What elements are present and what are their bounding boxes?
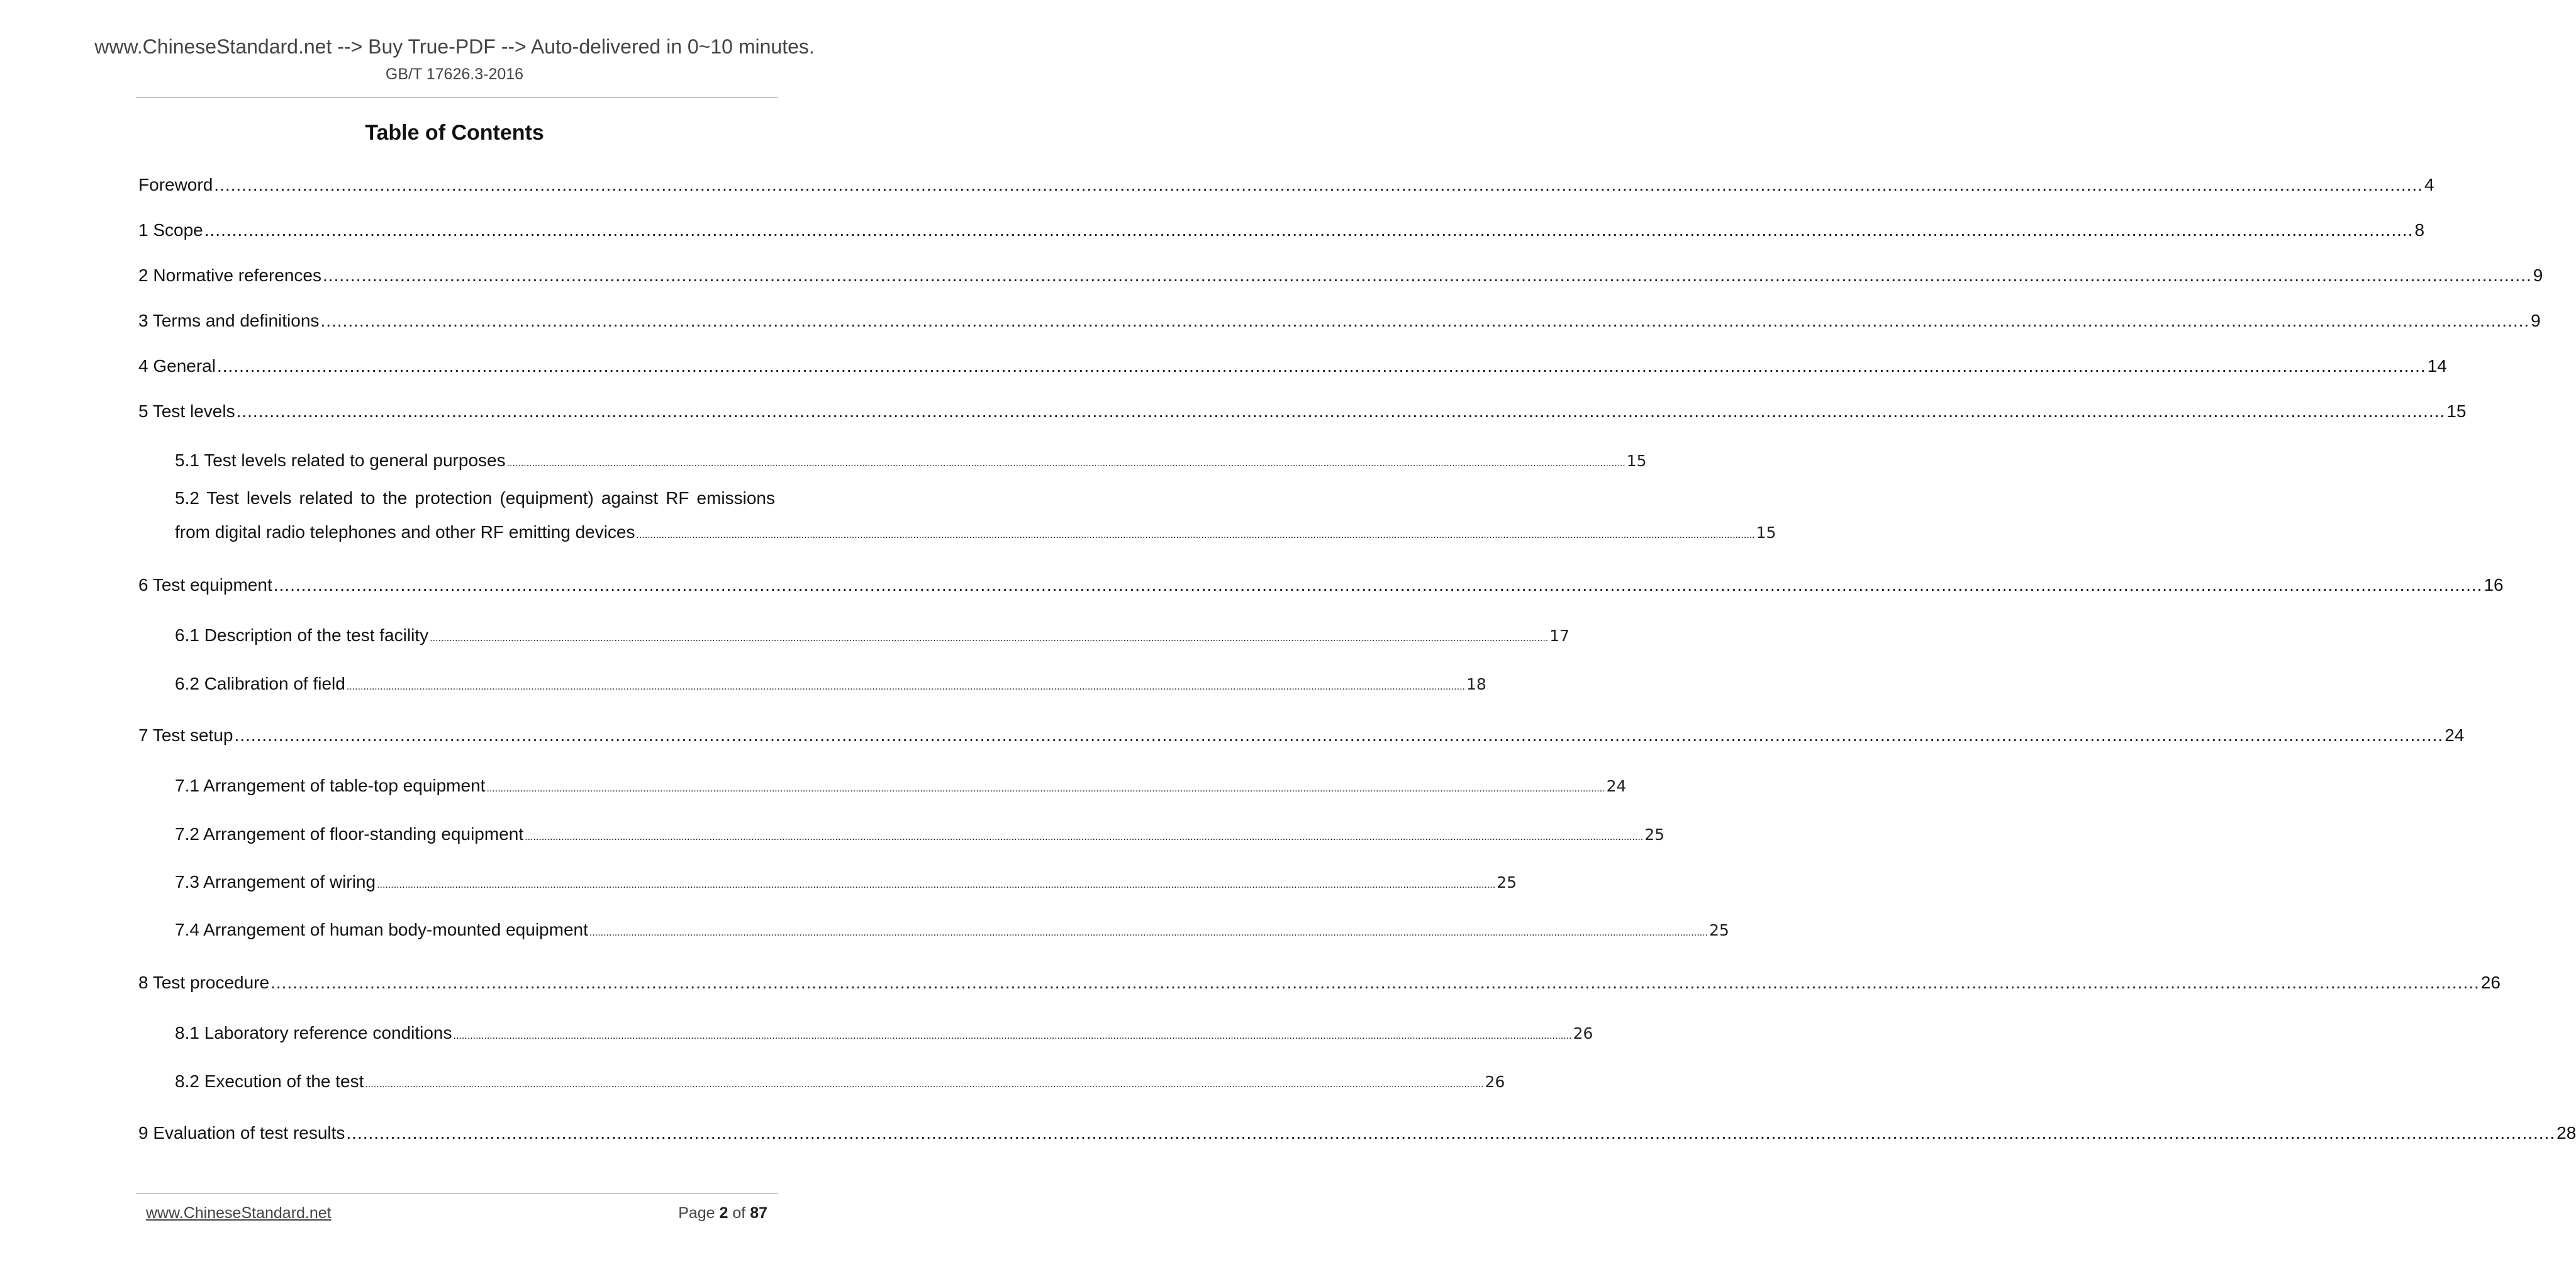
toc-leader: ................................................................................................................................................................................................................................................................................................................................................................................................................	[525, 832, 1644, 842]
toc-label: 7.4 Arrangement of human body-mounted equipment	[175, 920, 588, 939]
toc-page: 28	[2556, 1123, 2576, 1143]
toc-leader: ................................................................................................................................................................................................................................................................................................................................................................................................................	[204, 220, 2414, 240]
toc-page: 17	[1549, 627, 1570, 645]
toc-page: 9	[2531, 311, 2541, 330]
toc-leader: ................................................................................................................................................................................................................................................................................................................................................................................................................	[506, 458, 1625, 469]
page-of: of	[728, 1204, 750, 1222]
toc-page: 8	[2414, 220, 2425, 240]
toc-entry-8-1[interactable]	[175, 1023, 1593, 1043]
toc-page: 15	[1626, 452, 1647, 470]
toc-label: 9 Evaluation of test results	[138, 1123, 345, 1143]
toc-entry-terms-definitions[interactable]	[138, 311, 2541, 331]
toc-label: 5.2 Test levels related to the protection (equipment) against RF emissions	[175, 488, 775, 508]
toc-leader: ................................................................................................................................................................................................................................................................................................................................................................................................................	[234, 725, 2444, 745]
toc-label: 7.3 Arrangement of wiring	[175, 872, 376, 892]
toc-entry-scope[interactable]	[138, 220, 2425, 240]
page-total: 87	[750, 1204, 767, 1222]
page-title: Table of Contents	[365, 121, 544, 145]
header-divider	[136, 97, 778, 98]
toc-leader: ................................................................................................................................................................................................................................................................................................................................................................................................................	[320, 311, 2530, 330]
toc-page: 18	[1466, 675, 1486, 693]
toc-entry-8-2[interactable]	[175, 1071, 1505, 1092]
toc-leader: ................................................................................................................................................................................................................................................................................................................................................................................................................	[589, 927, 1708, 938]
toc-leader: ................................................................................................................................................................................................................................................................................................................................................................................................................	[236, 401, 2446, 421]
toc-page: 14	[2427, 356, 2447, 376]
toc-page: 24	[1606, 777, 1627, 795]
toc-label: 5 Test levels	[138, 401, 235, 421]
toc-leader: ................................................................................................................................................................................................................................................................................................................................................................................................................	[377, 880, 1496, 890]
toc-leader: ................................................................................................................................................................................................................................................................................................................................................................................................................	[365, 1079, 1484, 1090]
toc-entry-6-2[interactable]	[175, 674, 1486, 694]
toc-entry-5-1[interactable]	[175, 450, 1647, 471]
toc-entry-7-3[interactable]	[175, 872, 1517, 892]
standard-code: GB/T 17626.3-2016	[385, 65, 524, 83]
toc-entry-7-1[interactable]	[175, 776, 1627, 796]
page-prefix: Page	[678, 1204, 720, 1222]
toc-page: 25	[1497, 873, 1517, 892]
toc-page: 15	[1756, 523, 1776, 542]
toc-label: 7.1 Arrangement of table-top equipment	[175, 776, 486, 795]
toc-page: 16	[2484, 575, 2504, 595]
toc-label: 2 Normative references	[138, 266, 322, 285]
toc-leader: ................................................................................................................................................................................................................................................................................................................................................................................................................	[214, 175, 2423, 194]
toc-entry-7-2[interactable]	[175, 824, 1665, 844]
toc-label: 7 Test setup	[138, 725, 233, 745]
toc-leader: ................................................................................................................................................................................................................................................................................................................................................................................................................	[486, 783, 1605, 794]
toc-entry-foreword[interactable]	[138, 175, 2434, 195]
toc-page: 15	[2446, 401, 2467, 421]
toc-leader: ................................................................................................................................................................................................................................................................................................................................................................................................................	[430, 633, 1549, 644]
toc-label: 6.1 Description of the test facility	[175, 625, 429, 645]
toc-label: 8.2 Execution of the test	[175, 1071, 364, 1091]
toc-leader: ................................................................................................................................................................................................................................................................................................................................................................................................................	[270, 973, 2480, 992]
toc-leader: ................................................................................................................................................................................................................................................................................................................................................................................................................	[346, 681, 1465, 692]
toc-label: 8 Test procedure	[138, 973, 270, 992]
page-current: 2	[719, 1204, 728, 1222]
toc-leader: ................................................................................................................................................................................................................................................................................................................................................................................................................	[636, 530, 1755, 540]
toc-label: 5.1 Test levels related to general purposes	[175, 450, 506, 470]
header-banner: www.ChineseStandard.net --> Buy True-PDF --> Auto-delivered in 0~10 minutes.	[94, 35, 815, 58]
toc-leader: ................................................................................................................................................................................................................................................................................................................................................................................................................	[323, 266, 2532, 285]
toc-leader: ................................................................................................................................................................................................................................................................................................................................................................................................................	[216, 356, 2426, 376]
toc-entry-6-1[interactable]	[175, 625, 1570, 646]
footer-site-link[interactable]: www.ChineseStandard.net	[146, 1204, 332, 1222]
toc-label: 6 Test equipment	[138, 575, 272, 595]
footer-divider	[136, 1193, 778, 1194]
toc-entry-normative-references[interactable]	[138, 266, 2543, 286]
toc-page: 26	[1573, 1024, 1593, 1043]
toc-leader: ................................................................................................................................................................................................................................................................................................................................................................................................................	[346, 1123, 2556, 1143]
toc-label: 4 General	[138, 356, 216, 376]
toc-label: 3 Terms and definitions	[138, 311, 320, 330]
toc-page: 25	[1644, 825, 1665, 844]
toc-page: 26	[1485, 1073, 1505, 1091]
toc-entry-test-procedure[interactable]	[138, 973, 2501, 993]
toc-page: 26	[2480, 973, 2501, 992]
toc-entry-test-equipment[interactable]	[138, 575, 2504, 595]
toc-page: 9	[2533, 266, 2543, 285]
toc-label: Foreword	[138, 175, 213, 194]
toc-entry-5-2-line1[interactable]	[175, 488, 775, 508]
toc-page: 25	[1709, 921, 1729, 939]
toc-label: 7.2 Arrangement of floor-standing equipment	[175, 824, 524, 844]
toc-entry-evaluation[interactable]	[138, 1123, 2576, 1143]
toc-label: 8.1 Laboratory reference conditions	[175, 1023, 452, 1043]
toc-label: from digital radio telephones and other RF emitting devices	[175, 522, 635, 542]
toc-entry-5-2[interactable]	[175, 522, 1776, 542]
toc-leader: ................................................................................................................................................................................................................................................................................................................................................................................................................	[453, 1031, 1572, 1041]
toc-label: 1 Scope	[138, 220, 203, 240]
toc-entry-7-4[interactable]	[175, 920, 1729, 940]
toc-leader: ................................................................................................................................................................................................................................................................................................................................................................................................................	[273, 575, 2483, 595]
toc-label: 6.2 Calibration of field	[175, 674, 345, 693]
page-number	[678, 1204, 767, 1222]
toc-page: 4	[2424, 175, 2434, 194]
toc-entry-test-levels[interactable]	[138, 401, 2467, 422]
toc-entry-test-setup[interactable]	[138, 725, 2465, 746]
toc-page: 24	[2445, 725, 2465, 745]
toc-entry-general[interactable]	[138, 356, 2447, 376]
